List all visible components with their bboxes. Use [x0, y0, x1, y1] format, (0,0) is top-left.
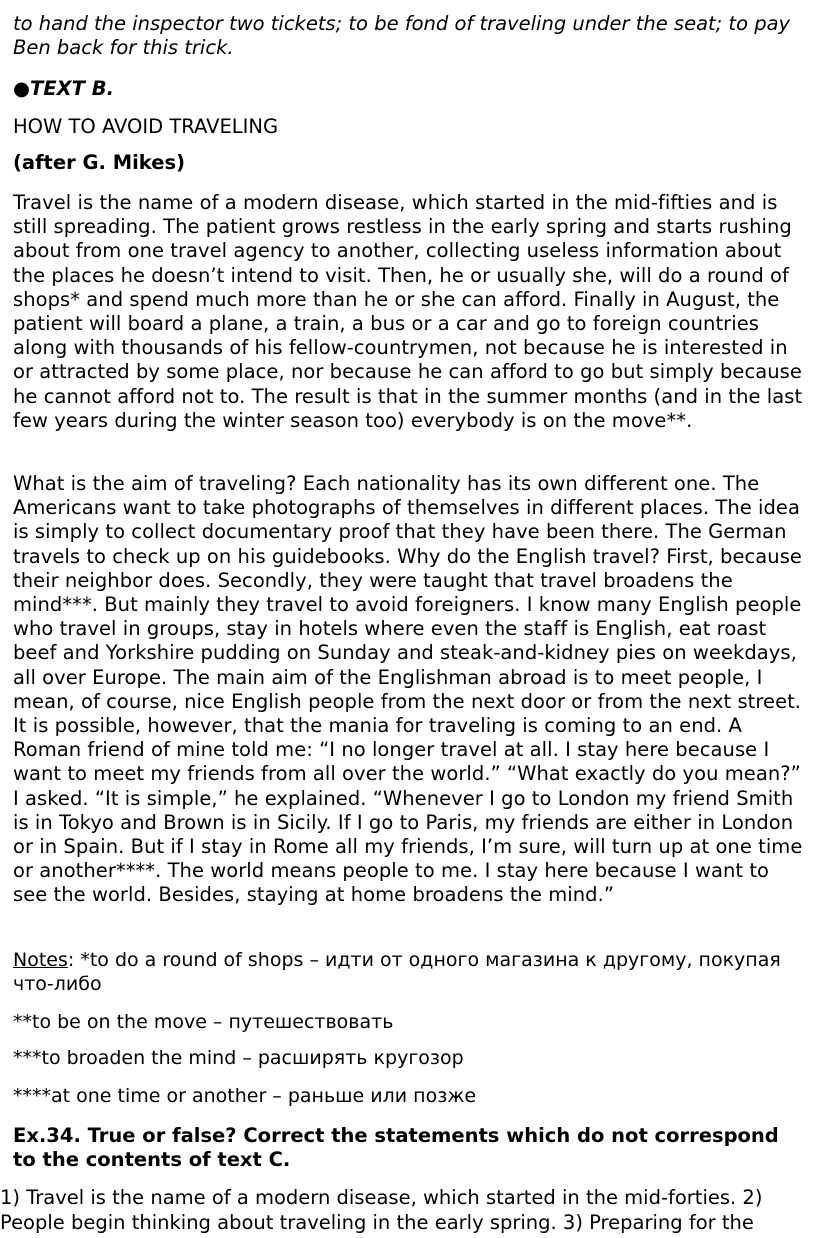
story-author: (after G. Mikes) [13, 151, 185, 174]
note-item: **to be on the move – путешествовать [13, 1011, 394, 1033]
story-title: HOW TO AVOID TRAVELING [13, 115, 279, 138]
paragraph: What is the aim of traveling? Each nationality has its own different one. The Americans want to take photographs of themselves in different places. The idea is simply to collect documentary proof that they have been there. The German travels to check up on his guidebooks. Why do the English travel? First, because their neighbor does. Secondly, they were taught that travel broadens the mind***. But mainly they travel to avoid foreigners. I know many English people who travel in groups, stay in hotels where even the staff is English, eat roast beef and Yorkshire pudding on Sunday and steak-and-kidney pies on weekdays, all over Europe. The main aim of the Englishman abroad is to meet people, I mean, of course, nice English people from the next door or from the next street. It is possible, however, that the mania for traveling is coming to an end. A Roman friend of mine told me: “I no longer travel at all. I stay here because I want to meet my friends from all over the world.” “What exactly do you mean?” I asked. “It is simple,” he explained. “Whenever I go to London my friend Smith is in Tokyo and Brown is in Sicily. If I go to Paris, my friends are either in London or in Spain. But if I stay in Rome all my friends, I’m sure, will turn up at one time or another****. The world means people to me. I stay here because I want to see the world. Besides, staying at home broadens the mind.” [13, 472, 803, 907]
notes-label: Notes [13, 949, 68, 971]
intro-line: to hand the inspector two tickets; to be fond of traveling under the seat; to pay Ben back for this trick. [13, 12, 791, 59]
section-heading [13, 77, 413, 101]
note-item: ****at one time or another – раньше или позже [13, 1085, 477, 1107]
paragraph: Travel is the name of a modern disease, which started in the mid-fifties and is still spreading. The patient grows restless in the early spring and starts rushing about from one travel agency to another, collecting useless information about the places he doesn’t intend to visit. Then, he or usually she, will do a round of shops* and spend much more than he or she can afford. Finally in August, the patient will board a plane, a train, a bus or a car and go to foreign countries along with thousands of his fellow-countrymen, not because he is interested in or attracted by some place, nor because he can afford to go but simply because he cannot afford not to. The result is that in the summer months (and in the last few years during the winter season too) everybody is on the move**. [13, 191, 803, 432]
notes-first [13, 948, 803, 996]
exercise-body: 1) Travel is the name of a modern disease, which started in the mid-forties. 2) People begin thinking about traveling in the early spring. 3) Preparing for the [0, 1186, 763, 1234]
note-text: : *to do a round of shops – идти от одного магазина к другому, покупая что-либо [13, 949, 781, 995]
note-item: ***to broaden the mind – расширять кругозор [13, 1047, 464, 1069]
bullet-icon: ● [13, 77, 31, 100]
exercise-heading: Ex.34. True or false? Correct the statements which do not correspond to the contents of text C. [13, 1124, 779, 1171]
section-label: TEXT B. [30, 77, 115, 100]
